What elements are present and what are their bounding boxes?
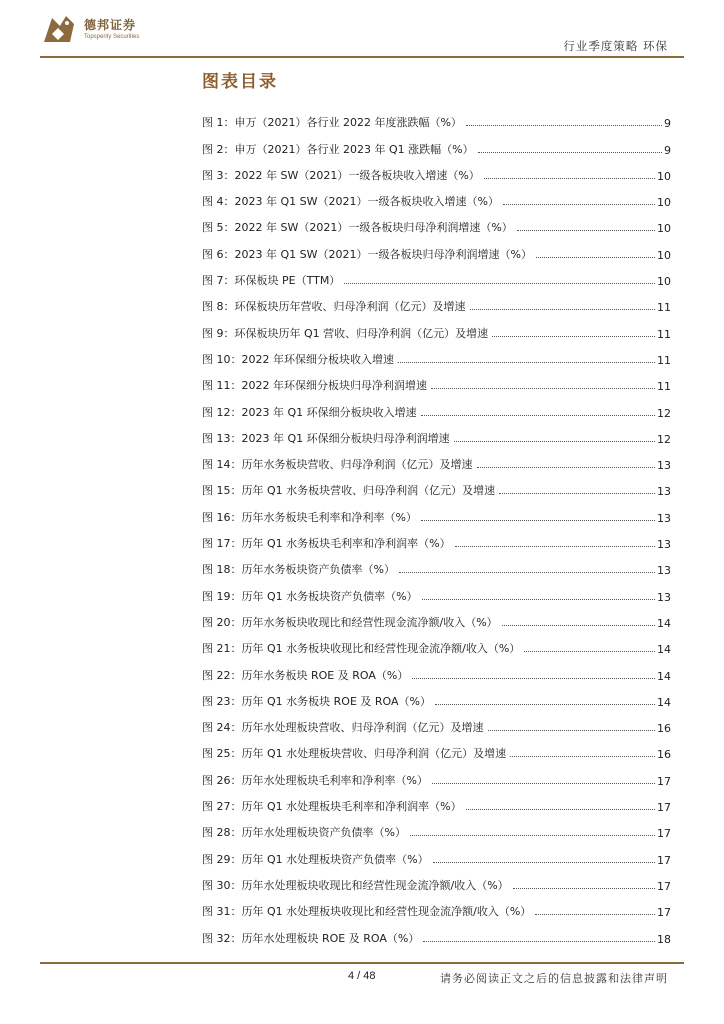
toc-item-page: 11 — [657, 380, 671, 394]
toc-item-label: 图 26：历年水处理板块毛利率和净利率（%） — [202, 773, 428, 787]
toc-leader-dots — [455, 545, 655, 547]
toc-item-label: 图 22：历年水务板块 ROE 及 ROA（%） — [202, 668, 409, 682]
toc-item-label: 图 14：历年水务板块营收、归母净利润（亿元）及增速 — [202, 458, 473, 472]
toc-item[interactable] — [202, 867, 671, 893]
toc-item[interactable] — [202, 814, 671, 840]
toc-item[interactable] — [202, 919, 671, 945]
toc-leader-dots — [478, 151, 662, 153]
toc-leader-dots — [421, 414, 655, 416]
toc-item[interactable] — [202, 761, 671, 787]
toc-leader-dots — [431, 387, 655, 389]
toc-item-page: 9 — [664, 143, 671, 157]
toc-leader-dots — [432, 782, 655, 784]
toc-item-label: 图 24：历年水处理板块营收、归母净利润（亿元）及增速 — [202, 721, 484, 735]
toc-item[interactable] — [202, 525, 671, 551]
toc-item[interactable] — [202, 262, 671, 288]
toc-item-label: 图 18：历年水务板块资产负债率（%） — [202, 563, 395, 577]
toc-item-label: 图 1：申万（2021）各行业 2022 年度涨跌幅（%） — [202, 116, 462, 130]
toc-item-page: 13 — [657, 590, 671, 604]
toc-item-page: 14 — [657, 669, 671, 683]
toc-item-label: 图 13：2023 年 Q1 环保细分板块归母净利润增速 — [202, 431, 450, 445]
toc-item[interactable] — [202, 341, 671, 367]
toc-leader-dots — [466, 808, 655, 810]
toc-item[interactable] — [202, 209, 671, 235]
toc-item[interactable] — [202, 130, 671, 156]
toc-item-page: 17 — [657, 774, 671, 788]
toc-item[interactable] — [202, 604, 671, 630]
footer-disclaimer: 请务必阅读正文之后的信息披露和法律声明 — [440, 972, 668, 985]
toc-leader-dots — [423, 940, 655, 942]
toc-item-page: 14 — [657, 695, 671, 709]
toc-item-label: 图 7：环保板块 PE（TTM） — [202, 274, 341, 288]
toc-item-label: 图 11：2022 年环保细分板块归母净利润增速 — [202, 379, 427, 393]
toc-item-label: 图 27：历年 Q1 水处理板块毛利率和净利润率（%） — [202, 800, 462, 814]
header-divider — [40, 56, 684, 58]
toc-item-page: 18 — [657, 932, 671, 946]
toc-item-page: 11 — [657, 353, 671, 367]
toc-item-label: 图 32：历年水处理板块 ROE 及 ROA（%） — [202, 931, 420, 945]
toc-item-label: 图 19：历年 Q1 水务板块资产负债率（%） — [202, 589, 418, 603]
company-logo — [40, 10, 190, 52]
toc-leader-dots — [499, 492, 655, 494]
toc-item[interactable] — [202, 446, 671, 472]
toc-item-label: 图 15：历年 Q1 水务板块营收、归母净利润（亿元）及增速 — [202, 484, 496, 498]
toc-leader-dots — [510, 755, 655, 757]
toc-item-page: 17 — [657, 801, 671, 815]
toc-item-page: 17 — [657, 853, 671, 867]
toc-item-label: 图 29：历年 Q1 水处理板块资产负债率（%） — [202, 852, 429, 866]
toc-item-label: 图 4：2023 年 Q1 SW（2021）一级各板块收入增速（%） — [202, 195, 499, 209]
toc-item-page: 13 — [657, 459, 671, 473]
header-category: 行业季度策略 环保 — [563, 39, 668, 53]
toc-item-page: 12 — [657, 432, 671, 446]
toc-item[interactable] — [202, 577, 671, 603]
toc-leader-dots — [502, 624, 655, 626]
toc-leader-dots — [524, 650, 655, 652]
toc-item-page: 9 — [664, 117, 671, 131]
toc-item-page: 13 — [657, 538, 671, 552]
toc-item[interactable] — [202, 893, 671, 919]
toc-leader-dots — [421, 519, 655, 521]
toc-item[interactable] — [202, 788, 671, 814]
toc-item[interactable] — [202, 656, 671, 682]
toc-item-label: 图 21：历年 Q1 水务板块收现比和经营性现金流净额/收入（%） — [202, 642, 521, 656]
toc-item[interactable] — [202, 630, 671, 656]
toc-leader-dots — [503, 203, 655, 205]
toc-item[interactable] — [202, 735, 671, 761]
toc-item[interactable] — [202, 683, 671, 709]
footer-divider — [40, 962, 684, 964]
toc-item-label: 图 20：历年水务板块收现比和经营性现金流净额/收入（%） — [202, 615, 498, 629]
page-number: 4 / 48 — [348, 970, 376, 982]
toc-item-page: 17 — [657, 879, 671, 893]
toc-item-page: 16 — [657, 722, 671, 736]
toc-leader-dots — [433, 861, 655, 863]
toc-item-page: 14 — [657, 616, 671, 630]
toc-item-page: 10 — [657, 196, 671, 210]
page-title: 图表目录 — [202, 72, 278, 92]
toc-leader-dots — [484, 177, 655, 179]
toc-item-page: 10 — [657, 222, 671, 236]
toc-item-label: 图 30：历年水处理板块收现比和经营性现金流净额/收入（%） — [202, 878, 509, 892]
toc-leader-dots — [536, 256, 655, 258]
toc-item-label: 图 5：2022 年 SW（2021）一级各板块归母净利润增速（%） — [202, 221, 513, 235]
toc-item-page: 12 — [657, 406, 671, 420]
toc-item-label: 图 23：历年 Q1 水务板块 ROE 及 ROA（%） — [202, 694, 431, 708]
toc-item-label: 图 25：历年 Q1 水处理板块营收、归母净利润（亿元）及增速 — [202, 747, 507, 761]
toc-leader-dots — [492, 335, 655, 337]
toc-leader-dots — [466, 124, 662, 126]
toc-leader-dots — [517, 229, 655, 231]
toc-item[interactable] — [202, 367, 671, 393]
toc-item-label: 图 3：2022 年 SW（2021）一级各板块收入增速（%） — [202, 168, 480, 182]
toc-item[interactable] — [202, 420, 671, 446]
toc-leader-dots — [513, 887, 655, 889]
toc-item-label: 图 9：环保板块历年 Q1 营收、归母净利润（亿元）及增速 — [202, 326, 489, 340]
toc-item-label: 图 17：历年 Q1 水务板块毛利率和净利润率（%） — [202, 537, 451, 551]
toc-item[interactable] — [202, 235, 671, 261]
toc-leader-dots — [454, 440, 655, 442]
toc-item[interactable] — [202, 709, 671, 735]
toc-item-label: 图 31：历年 Q1 水处理板块收现比和经营性现金流净额/收入（%） — [202, 905, 532, 919]
company-logo-icon — [40, 12, 78, 48]
toc-item-label: 图 16：历年水务板块毛利率和净利率（%） — [202, 510, 417, 524]
toc-leader-dots — [412, 677, 655, 679]
toc-leader-dots — [410, 834, 655, 836]
toc-leader-dots — [488, 729, 656, 731]
toc-item-page: 10 — [657, 275, 671, 289]
toc-list — [202, 104, 671, 946]
toc-item-page: 13 — [657, 564, 671, 578]
toc-item-page: 14 — [657, 643, 671, 657]
toc-leader-dots — [470, 308, 656, 310]
toc-leader-dots — [399, 571, 655, 573]
toc-item-page: 17 — [657, 906, 671, 920]
toc-item-label: 图 10：2022 年环保细分板块收入增速 — [202, 352, 394, 366]
toc-leader-dots — [435, 703, 655, 705]
toc-item-label: 图 12：2023 年 Q1 环保细分板块收入增速 — [202, 405, 417, 419]
toc-item-label: 图 28：历年水处理板块资产负债率（%） — [202, 826, 406, 840]
toc-item[interactable] — [202, 157, 671, 183]
logo-text: 德邦证券 — [84, 18, 137, 32]
toc-item-page: 10 — [657, 169, 671, 183]
toc-item[interactable] — [202, 472, 671, 498]
toc-item-label: 图 8：环保板块历年营收、归母净利润（亿元）及增速 — [202, 300, 466, 314]
toc-item[interactable] — [202, 288, 671, 314]
toc-leader-dots — [344, 282, 655, 284]
toc-item-page: 11 — [657, 327, 671, 341]
toc-item[interactable] — [202, 498, 671, 524]
toc-item[interactable] — [202, 314, 671, 340]
toc-item-page: 10 — [657, 248, 671, 262]
toc-item[interactable] — [202, 551, 671, 577]
toc-leader-dots — [477, 466, 656, 468]
toc-item-page: 17 — [657, 827, 671, 841]
toc-item-page: 16 — [657, 748, 671, 762]
toc-item[interactable] — [202, 183, 671, 209]
toc-item-page: 13 — [657, 485, 671, 499]
toc-item-label: 图 6：2023 年 Q1 SW（2021）一级各板块归母净利润增速（%） — [202, 247, 532, 261]
toc-item[interactable] — [202, 104, 671, 130]
toc-leader-dots — [398, 361, 655, 363]
toc-item[interactable] — [202, 840, 671, 866]
toc-leader-dots — [422, 598, 655, 600]
toc-item-label: 图 2：申万（2021）各行业 2023 年 Q1 涨跌幅（%） — [202, 142, 474, 156]
toc-item[interactable] — [202, 393, 671, 419]
toc-item-page: 11 — [657, 301, 671, 315]
logo-subtext: Topsperity Securities — [84, 34, 140, 40]
toc-item-page: 13 — [657, 511, 671, 525]
toc-leader-dots — [535, 913, 655, 915]
